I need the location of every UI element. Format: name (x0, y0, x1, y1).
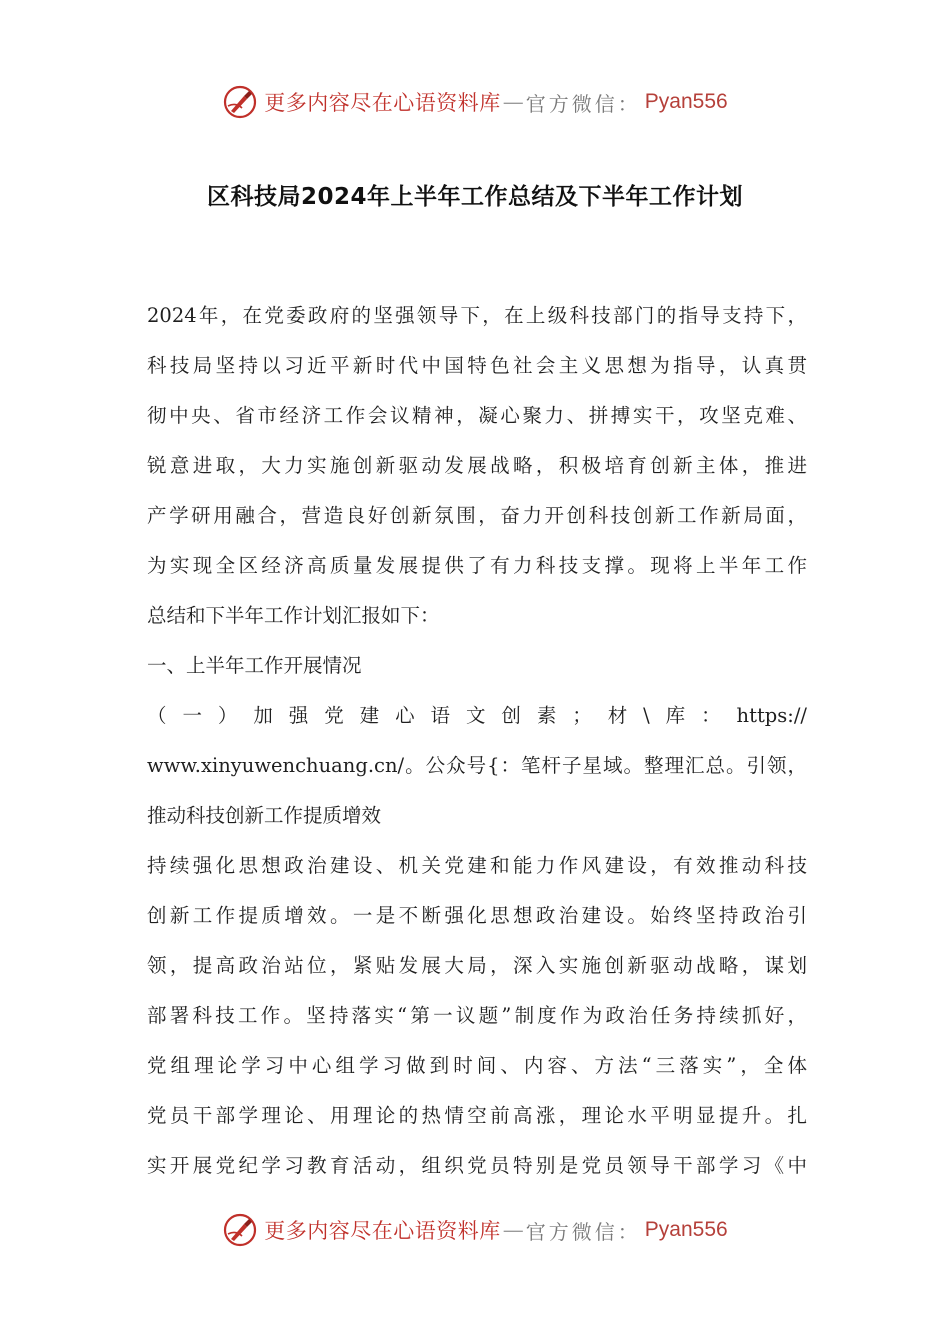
subsection-heading-line-1: （一）加强党建心语文创素；材\库：https:// (147, 704, 807, 727)
section-heading: 一、上半年工作开展情况 (147, 654, 362, 677)
document-body (147, 296, 807, 1196)
watermark-banner-top (0, 82, 950, 122)
body-line-8: 持续强化思想政治建设、机关党建和能力作风建设，有效推动科技 (147, 854, 807, 877)
body-line-1: 2024年，在党委政府的坚强领导下，在上级科技部门的指导支持下， (147, 304, 807, 327)
body-line-10: 领，提高政治站位，紧贴发展大局，深入实施创新驱动战略，谋划 (147, 954, 807, 977)
wechat-id: Pyan556 (644, 1218, 728, 1241)
watermark-banner-bottom (0, 1210, 950, 1250)
body-line-6: 为实现全区经济高质量发展提供了有力科技支撑。现将上半年工作 (147, 554, 807, 577)
watermark-text: 更多内容尽在心语资料库 (264, 91, 501, 115)
wechat-label: 官方微信： (525, 1219, 641, 1244)
watermark-separator: — (502, 1218, 524, 1242)
body-line-7: 总结和下半年工作计划汇报如下： (147, 604, 440, 627)
body-line-2: 科技局坚持以习近平新时代中国特色社会主义思想为指导，认真贯 (147, 354, 807, 377)
body-line-3: 彻中央、省市经济工作会议精神，凝心聚力、拼搏实干，攻坚克难、 (147, 404, 807, 427)
body-line-4: 锐意进取，大力实施创新驱动发展战略，积极培育创新主体，推进 (147, 454, 807, 477)
body-line-12: 党组理论学习中心组学习做到时间、内容、方法“三落实”，全体 (147, 1054, 807, 1077)
wechat-id: Pyan556 (644, 90, 728, 113)
body-line-9: 创新工作提质增效。一是不断强化思想政治建设。始终坚持政治引 (147, 904, 807, 927)
document-title: 区科技局2024年上半年工作总结及下半年工作计划 (206, 184, 743, 210)
watermark-text: 更多内容尽在心语资料库 (264, 1219, 501, 1243)
subsection-heading-line-3: 推动科技创新工作提质增效 (147, 804, 382, 827)
wechat-label: 官方微信： (525, 91, 641, 116)
watermark-separator: — (502, 90, 524, 114)
body-line-14: 实开展党纪学习教育活动，组织党员特别是党员领导干部学习《中 (147, 1154, 807, 1177)
pen-logo-icon (222, 1212, 258, 1248)
pen-logo-icon (222, 84, 258, 120)
subsection-heading-line-2: www.xinyuwenchuang.cn/。公众号{：笔杆子星域。整理汇总。引领， (147, 754, 807, 777)
body-line-11: 部署科技工作。坚持落实“第一议题”制度作为政治任务持续抓好， (147, 1004, 807, 1027)
body-line-13: 党员干部学理论、用理论的热情空前高涨，理论水平明显提升。扎 (147, 1104, 807, 1127)
body-line-5: 产学研用融合，营造良好创新氛围，奋力开创科技创新工作新局面， (147, 504, 807, 527)
